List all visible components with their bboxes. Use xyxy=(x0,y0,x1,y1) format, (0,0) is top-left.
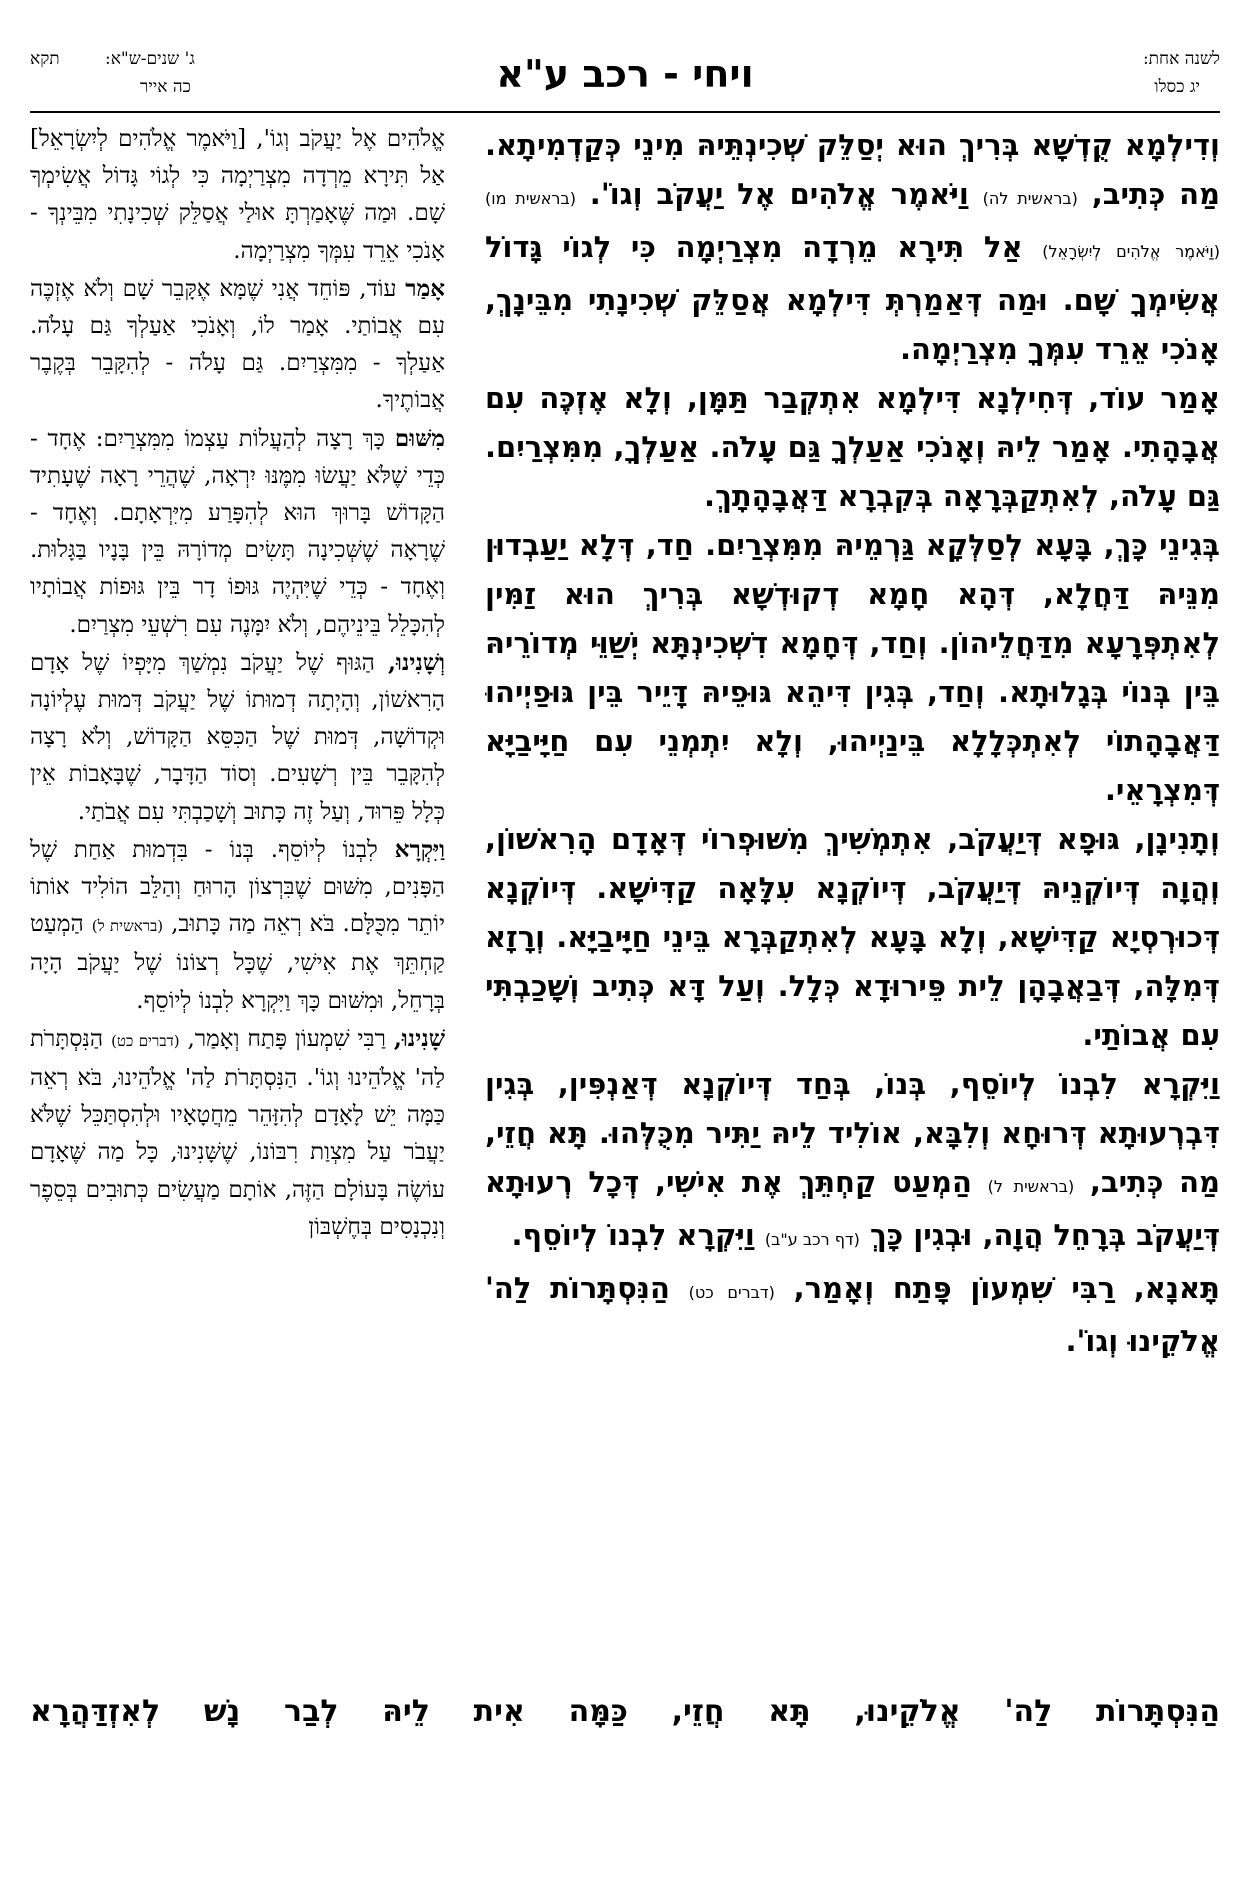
page-title: ויחי - רכב ע"א xyxy=(496,52,754,96)
schedule-date-left: כה אייר xyxy=(140,77,191,97)
commentary-paragraph: אֱלֹהִים אֶל יַעֲקֹב וְגוֹ', [וַיֹּאמֶר אֱלֹהִים לְיִשְׂרָאֵל] אַל תִּירָא מֵרְדָה מִצְרַיְמָה כִּי לְגוֹי גָּדוֹל אֲשִׂימְךָ שָׁם. וּמַה שֶּׁאָמַרְתָּ אוּלַי אֲסַלֵּק שְׁכִינָתִי מִבֵּינְךָ - אָנֹכִי אֵרֵד עִמְּךָ מִצְרַיְמָה. xyxy=(30,126,445,264)
page-reference: (דף רכב ע"ב) xyxy=(764,1230,860,1249)
commentary-paragraph: אָמַר עוֹד, פּוֹחֵד אֲנִי שֶׁמָּא אֶקָּבֵר שָׁם וְלֹא אֶזְכֶּה עִם אֲבוֹתַי. אָמַר לוֹ, וְאָנֹכִי אַעַלְךָ גַּם עָלֹה. אַעַלְךָ - מִמִּצְרַיִם. גַּם עָלֹה - לְהִקָּבֵר בְּקֶבֶר אֲבוֹתֶיךָ. xyxy=(30,274,445,414)
hebrew-translation-column xyxy=(30,121,445,1681)
study-schedule-three-year: ג' שנים-ש"א: xyxy=(105,49,195,69)
source-reference: (בראשית לה) xyxy=(982,189,1078,208)
commentary-paragraph: וַיִּקְרָא לִבְנוֹ לְיוֹסֵף. בְּנוֹ - בִּדְמוּת אַחַת שֶׁל הַפָּנִים, מִשּׁוּם שֶׁבִּרְצוֹן הָרוּחַ וְהַלֵּב הוֹלִיד אוֹתוֹ יוֹתֵר מִכֻּלָּם. בֹּא רְאֵה מַה כָּתוּב, (בראשית ל) הַמְעַט קַחְתֵּךְ אֶת אִישִׁי, שֶׁכָּל רְצוֹנוֹ שֶׁל יַעֲקֹב הָיָה בְּרָחֵל, וּמִשּׁוּם כָּךְ וַיִּקְרָא לִבְנוֹ לְיוֹסֵף. xyxy=(30,835,445,1014)
source-reference: (דברים כט) xyxy=(111,1031,180,1050)
continuation-line: הַנִּסְתָּרוֹת לַה' אֱלֹקֵינוּ, תָּא חֲזֵי, כַּמָּה אִית לֵיהּ לְבַר נָשׁ לְאִזְדַּהֲרָא xyxy=(30,1694,1220,1729)
main-paragraph: וְדִילְמָא קֻדְשָׁא בְּרִיךְ הוּא יְסַלֵּק שְׁכִינְתֵּיהּ מִינֵי כְּקַדְמִיתָא. מַה כְּתִיב, (בראשית לה) וַיֹּאמֶר אֱלֹהִים אֶל יַעֲקֹב וְגוֹ'. (בראשית מו) (וַיֹּאמֶר אֱלֹהִים לְיִשְׂרָאֵל) אַל תִּירָא מֵרְדָה מִצְרַיְמָה כִּי לְגוֹי גָּדוֹל אֲשִׂימְךָ שָׁם. וּמַה דְּאַמַרְתְּ דִּילְמָא אֲסַלֵּק שְׁכִינָתִי מִבֵּינָךְ, אָנֹכִי אֵרֵד עִמְּךָ מִצְרַיְמָה. xyxy=(485,128,1220,366)
schedule-date-right: יג כסלו xyxy=(1154,77,1200,97)
header-rule xyxy=(30,111,1220,113)
main-paragraph: בְּגִינֵי כָּךְ, בָּעָא לְסַלְּקָא גַּרְמֵיהּ מִמִּצְרַיִם. חַד, דְּלָא יַעַבְדוּן מִנֵּיהּ דַּחֲלָא, דְּהָא חָמָא דְקוּדְשָׁא בְּרִיךְ הוּא זַמִּין לְאִתְפְּרָעָא מִדַּחֲלֵיהוֹן. וְחַד, דְּחָמָא דִשְׁכִינְתָּא יְשַׁוֵּי מְדוֹרֵיהּ בֵּין בְּנוֹי בְּגָלוּתָא. וְחַד, בְּגִין דִּיהֵא גּוּפֵיהּ דָּיֵיר בֵּין גּוּפַיְיהוּ דַּאֲבָהָתוֹי לְאִתְכְּלָלָא בֵּינַיְיהוּ, וְלָא יִתְמְנֵי עִם חַיָּיבַיָּא דְּמִצְרָאֵי. xyxy=(485,528,1220,807)
page-number: תקא xyxy=(30,49,60,69)
commentary-paragraph: מִשּׁוּם כָּךְ רָצָה לְהַעֲלוֹת עַצְמוֹ מִמִּצְרַיִם: אֶחָד - כְּדֵי שֶׁלֹּא יַעֲשׂוּ מִמֶּנּוּ יִרְאָה, שֶׁהֲרֵי רָאָה שֶׁעָתִיד הַקָּדוֹשׁ בָּרוּךְ הוּא לְהִפָּרַע מִיִּרְאָתָם. וְאֶחָד - שֶׁרָאָה שֶׁשְּׁכִינָה תָּשִׂים מְדוֹרָהּ בֵּין בָּנָיו בַּגָּלוּת. וְאֶחָד - כְּדֵי שֶׁיִּהְיֶה גּוּפוֹ דָר בֵּין גּוּפוֹת אֲבוֹתָיו לְהִכָּלֵל בֵּינֵיהֶם, וְלֹא יִמָּנֶה עִם רִשְׁעֵי מִצְרַיִם. xyxy=(30,424,445,638)
main-paragraph: תָּאנָא, רַבִּי שִׁמְעוֹן פָּתַח וְאָמַר, (דברים כט) הַנִּסְתָּרוֹת לַה' אֱלֹקֵינוּ וְגוֹ'. xyxy=(485,1271,1220,1358)
source-reference: (דברים כט) xyxy=(688,1283,775,1302)
source-reference: (בראשית ל) xyxy=(91,917,164,936)
commentary-paragraph: וְשָׁנִינוּ, הַגּוּף שֶׁל יַעֲקֹב נִמְשַׁךְ מִיָּפְיוֹ שֶׁל אָדָם הָרִאשׁוֹן, וְהָיְתָה דְמוּתוֹ שֶׁל יַעֲקֹב דְּמוּת עֶלְיוֹנָה וּקְדוֹשָׁה, דְּמוּת שֶׁל הַכִּסֵּא הַקָּדוֹשׁ, וְלֹא רָצָה לְהִקָּבֵר בֵּין רְשָׁעִים. וְסוֹד הַדָּבָר, שֶׁבָּאָבוֹת אֵין כְּלָל פֵּרוּד, וְעַל זֶה כָּתוּב וְשָׁכַבְתִּי עִם אֲבֹתַי. xyxy=(30,648,445,825)
page-header xyxy=(30,48,1220,106)
commentary-paragraph: שָׁנִינוּ, רַבִּי שִׁמְעוֹן פָּתַח וְאָמַר, (דברים כט) הַנִּסְתָּרֹת לַה' אֱלֹהֵינוּ וְגוֹ'. הַנִּסְתָּרֹת לַה' אֱלֹהֵינוּ, בֹּא רְאֵה כַּמָּה יֵשׁ לָאָדָם לְהִזָּהֵר מֵחֲטָאָיו וּלְהִסְתַּכֵּל שֶׁלֹּא יַעֲבֹר עַל מִצְוַת רִבּוֹנוֹ, שֶׁשָּׁנִינוּ, כָּל מַה שֶּׁאָדָם עוֹשֶׂה בָּעוֹלָם הַזֶּה, אוֹתָם מַעֲשִׂים כְּתוּבִים בְּסֵפֶר וְנִכְנָסִים בְּחֶשְׁבּוֹן xyxy=(30,1024,445,1240)
main-paragraph: וַיִּקְרָא לִבְנוֹ לְיוֹסֵף, בְּנוֹ, בְּחַד דְּיוֹקְנָא דְּאַנְפִּין, בְּגִין דִּבְרְעוּתָא דְּרוּחָא וְלִבָּא, אוֹלִיד לֵיהּ יַתִּיר מִכֻּלְּהוּ. תָּא חֲזֵי, מַה כְּתִיב, (בראשית ל) הַמְעַט קַחְתֵּךְ אֶת אִישִׁי, דְּכָל רְעוּתָא דְּיַעֲקֹב בְּרָחֵל הֲוָה, וּבְגִין כָּךְ (דף רכב ע"ב) וַיִּקְרָא לִבְנוֹ לְיוֹסֵף. xyxy=(485,1067,1220,1252)
study-schedule-one-year: לשנה אחת: xyxy=(1142,49,1220,69)
main-paragraph: וְתָנִינָן, גּוּפָא דְּיַעֲקֹב, אִתְמְשִׁיךְ מִשּׁוּפְרוֹי דְּאָדָם הָרִאשׁוֹן, וְהֲוָה דְּיוֹקְנֵיהּ דְּיַעֲקֹב, דְּיוֹקְנָא עִלָּאָה קַדִּישָׁא. דְּיוֹקְנָא דְּכוּרְסְיָא קַדִּישָׁא, וְלָא בָּעָא לְאִתְקַבְּרָא בֵּינֵי חַיָּיבַיָּא. וְרָזָא דְּמִלָּה, דְּבַאֲבָהָן לֵית פֵּירוּדָא כְּלָל. וְעַל דָּא כְּתִיב וְשָׁכַבְתִּי עִם אֲבוֹתַי. xyxy=(485,822,1220,1052)
aramaic-main-text xyxy=(485,121,1220,1681)
source-reference: (בראשית ל) xyxy=(987,1177,1075,1196)
main-paragraph: אָמַר עוֹד, דְּחִילְנָא דִּילְמָא אִתְקְבַר תַּמָּן, וְלָא אֶזְכֶּה עִם אֲבָהָתִי. אָמַר לֵיהּ וְאָנֹכִי אַעַלְךָ גַּם עָלֹה. אַעַלְךָ, מִמִּצְרַיִם. גַּם עָלֹה, לְאִתְקַבְּרָאָה בְּקִבְרָא דַּאֲבָהָתָךְ. xyxy=(485,381,1220,513)
source-reference: (בראשית מו) (וַיֹּאמֶר אֱלֹהִים לְיִשְׂרָאֵל) xyxy=(485,189,1220,261)
